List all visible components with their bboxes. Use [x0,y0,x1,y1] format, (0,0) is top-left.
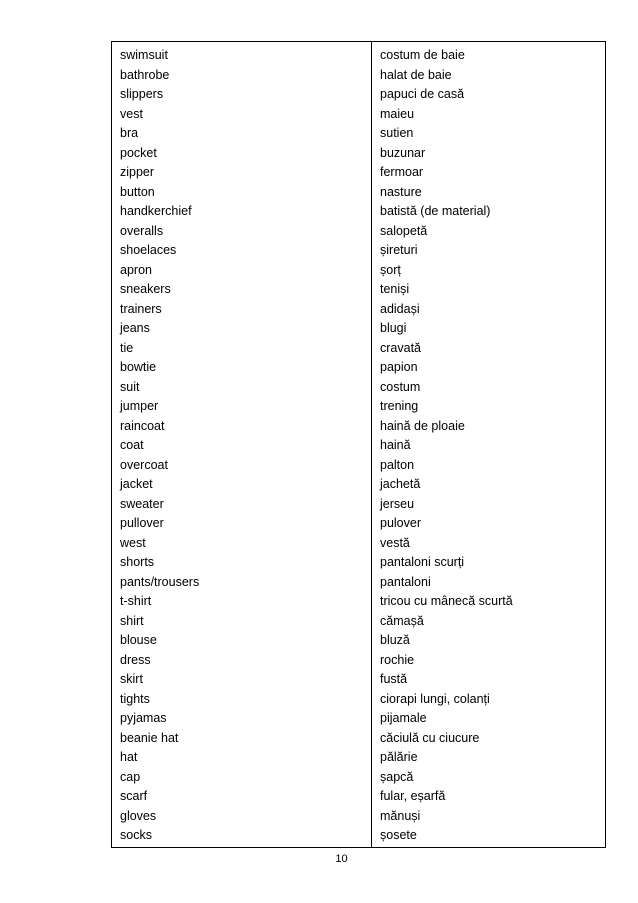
romanian-word: halat de baie [380,67,452,82]
vocabulary-table [111,41,606,848]
english-word: tights [120,691,150,706]
english-word: bathrobe [120,67,170,82]
english-word: tie [120,340,134,355]
english-word: jacket [120,477,153,491]
romanian-word: fermoar [380,165,424,179]
romanian-word: jerseu [380,496,415,511]
english-word-list [112,42,371,846]
romanian-word: bluză [380,633,410,647]
english-word: bowtie [120,360,157,374]
romanian-word: fustă [380,672,408,686]
romanian-word-list [372,42,605,846]
romanian-word: pulover [380,516,421,530]
romanian-word: adidași [380,301,420,316]
english-word: vest [120,106,143,121]
romanian-word: nasture [380,184,422,199]
english-word: zipper [120,165,155,179]
romanian-word: salopetă [380,223,428,238]
page-number: 10 [335,853,348,865]
romanian-word: căciulă cu ciucure [380,730,480,745]
english-word: skirt [120,672,143,686]
romanian-word: papion [380,360,418,374]
table-row [112,42,606,848]
romanian-word: haină [380,438,411,452]
english-word: jeans [120,321,150,335]
romanian-word: sutien [380,126,414,140]
english-word: bra [120,126,139,140]
english-word: shorts [120,555,155,569]
english-word: apron [120,262,152,277]
romanian-word: ciorapi lungi, colanți [380,691,490,706]
english-word: suit [120,379,140,394]
romanian-column [372,42,606,848]
english-word: trainers [120,301,162,316]
english-word: sweater [120,496,164,511]
romanian-word: șorț [380,262,401,277]
romanian-word: costum [380,379,421,394]
romanian-word: cravată [380,340,421,355]
romanian-word: tricou cu mânecă scurtă [380,594,513,608]
english-word: jumper [120,399,159,413]
english-word: socks [120,828,152,842]
romanian-word: rochie [380,652,415,667]
english-word: swimsuit [120,48,168,62]
english-word: hat [120,750,138,764]
english-word: overalls [120,223,164,238]
romanian-word: blugi [380,321,407,335]
romanian-word: maieu [380,106,415,121]
english-word: overcoat [120,457,168,472]
english-word: scarf [120,789,148,803]
romanian-word: pălărie [380,750,418,764]
romanian-word: fular, eșarfă [380,789,446,803]
romanian-word: costum de baie [380,48,465,62]
english-word: t-shirt [120,594,152,608]
english-word: west [120,535,146,550]
english-word: slippers [120,87,164,101]
romanian-word: trening [380,399,419,413]
romanian-word: batistă (de material) [380,204,491,218]
romanian-word: vestă [380,535,410,550]
romanian-word: mănuși [380,808,421,823]
romanian-word: șapcă [380,769,414,784]
romanian-word: palton [380,457,415,472]
english-word: handkerchief [120,204,192,218]
romanian-word: pantaloni scurți [380,555,465,569]
romanian-word: buzunar [380,145,426,160]
english-word: blouse [120,633,157,647]
english-column [112,42,372,848]
english-word: raincoat [120,418,165,433]
english-word: button [120,184,155,199]
romanian-word: jachetă [380,477,421,491]
romanian-word: pantaloni [380,574,431,589]
romanian-word: cămașă [380,613,424,628]
english-word: gloves [120,808,157,823]
english-word: pocket [120,145,157,160]
romanian-word: pijamale [380,711,427,725]
romanian-word: haină de ploaie [380,418,465,433]
romanian-word: papuci de casă [380,87,465,101]
english-word: shirt [120,613,144,628]
romanian-word: șosete [380,828,417,842]
english-word: pyjamas [120,711,167,725]
english-word: dress [120,652,151,667]
romanian-word: teniși [380,282,410,296]
romanian-word: șireturi [380,243,418,257]
english-word: pants/trousers [120,574,200,589]
english-word: pullover [120,516,164,530]
english-word: coat [120,438,144,452]
english-word: beanie hat [120,730,179,745]
english-word: sneakers [120,282,171,296]
english-word: cap [120,769,141,784]
english-word: shoelaces [120,243,177,257]
